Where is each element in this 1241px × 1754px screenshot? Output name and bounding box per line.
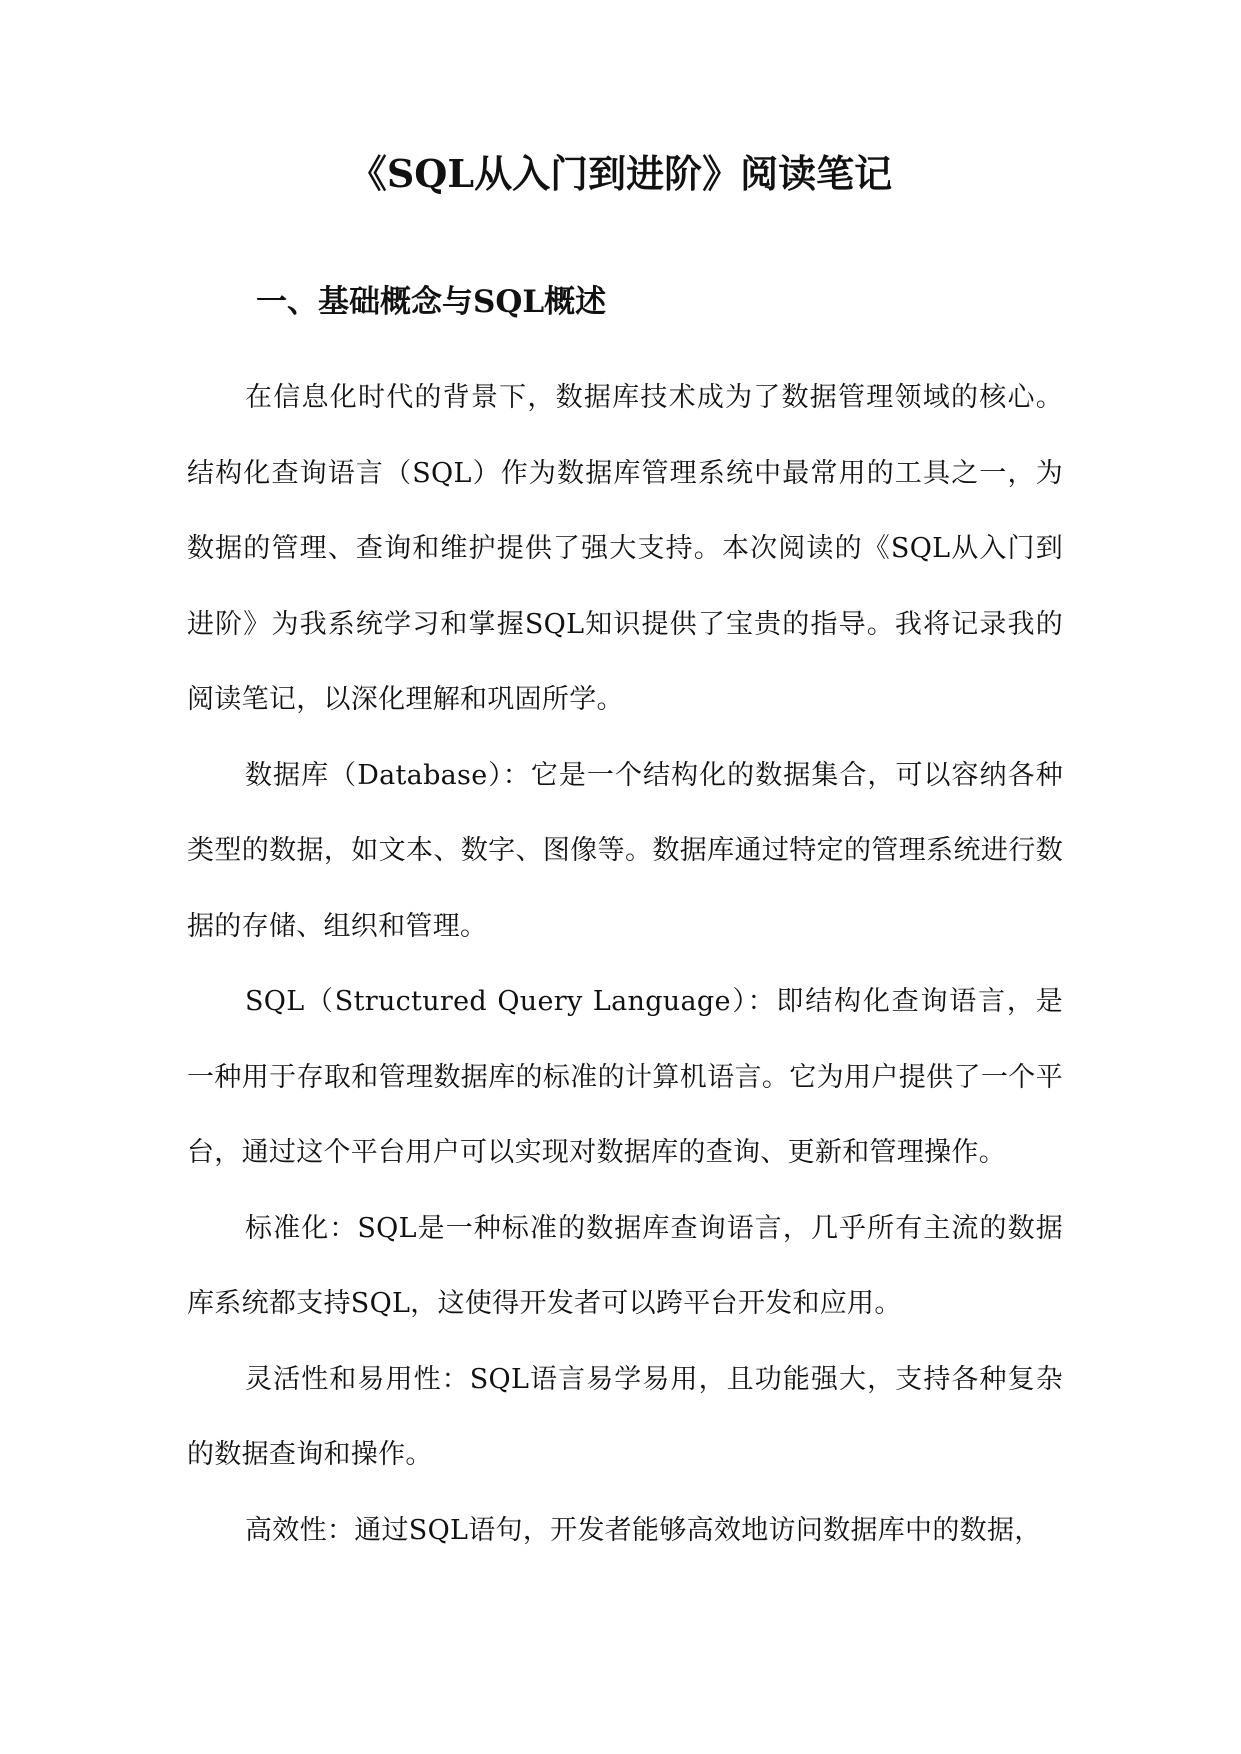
paragraph-intro: 在信息化时代的背景下，数据库技术成为了数据管理领域的核心。结构化查询语言（SQL）作为数据库管理系统中最常用的工具之一，为数据的管理、查询和维护提供了强大支持。本次阅读的《SQL从入门到进阶》为我系统学习和掌握SQL知识提供了宝贵的指导。我将记录我的阅读笔记，以深化理解和巩固所学。 bbox=[187, 382, 1063, 715]
document-body bbox=[187, 360, 1063, 1568]
paragraph-efficiency: 高效性：通过SQL语句，开发者能够高效地访问数据库中的数据， bbox=[245, 1514, 1042, 1546]
section-heading: 一、基础概念与SQL概述 bbox=[256, 284, 607, 320]
paragraph-flexibility: 灵活性和易用性：SQL语言易学易用，且功能强大，支持各种复杂的数据查询和操作。 bbox=[187, 1363, 1063, 1470]
paragraph-database: 数据库（Database）：它是一个结构化的数据集合，可以容纳各种类型的数据，如文本、数字、图像等。数据库通过特定的管理系统进行数据的存储、组织和管理。 bbox=[187, 759, 1063, 942]
paragraph-sql: SQL（Structured Query Language）：即结构化查询语言，是一种用于存取和管理数据库的标准的计算机语言。它为用户提供了一个平台，通过这个平台用户可以实现对数据库的查询、更新和管理操作。 bbox=[187, 986, 1063, 1168]
document-title: 《SQL从入门到进阶》阅读笔记 bbox=[348, 151, 893, 196]
paragraph-standardization: 标准化：SQL是一种标准的数据库查询语言，几乎所有主流的数据库系统都支持SQL，这使得开发者可以跨平台开发和应用。 bbox=[187, 1212, 1063, 1319]
